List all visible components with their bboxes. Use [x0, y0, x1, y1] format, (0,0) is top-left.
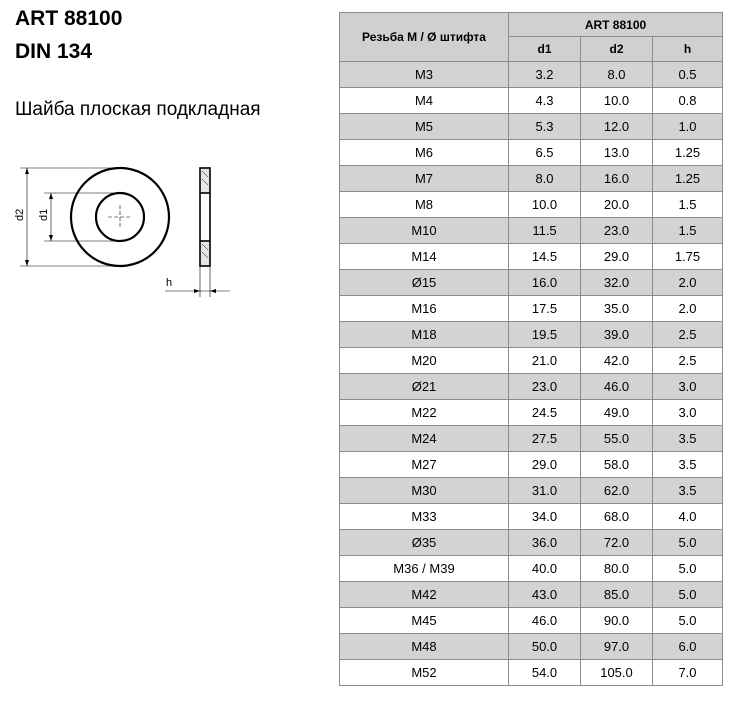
d1-cell: 43.0 [509, 582, 581, 608]
h-cell: 1.5 [653, 192, 723, 218]
h-cell: 4.0 [653, 504, 723, 530]
h-cell: 6.0 [653, 634, 723, 660]
h-cell: 2.5 [653, 348, 723, 374]
h-cell: 2.0 [653, 296, 723, 322]
thread-cell: M22 [340, 400, 509, 426]
d2-cell: 55.0 [581, 426, 653, 452]
d2-cell: 13.0 [581, 140, 653, 166]
d1-cell: 21.0 [509, 348, 581, 374]
d1-cell: 19.5 [509, 322, 581, 348]
d2-cell: 58.0 [581, 452, 653, 478]
d2-cell: 46.0 [581, 374, 653, 400]
table-row [340, 504, 723, 530]
table-row [340, 374, 723, 400]
table-row [340, 634, 723, 660]
d2-cell: 29.0 [581, 244, 653, 270]
thread-cell: Ø35 [340, 530, 509, 556]
d2-cell: 105.0 [581, 660, 653, 686]
thread-cell: M36 / M39 [340, 556, 509, 582]
thread-cell: M52 [340, 660, 509, 686]
h-cell: 1.75 [653, 244, 723, 270]
d2-cell: 12.0 [581, 114, 653, 140]
d1-cell: 54.0 [509, 660, 581, 686]
d1-cell: 36.0 [509, 530, 581, 556]
thread-cell: M14 [340, 244, 509, 270]
d1-cell: 4.3 [509, 88, 581, 114]
thread-cell: M18 [340, 322, 509, 348]
table-row [340, 166, 723, 192]
table-row [340, 270, 723, 296]
thread-cell: M27 [340, 452, 509, 478]
d2-cell: 90.0 [581, 608, 653, 634]
d1-cell: 5.3 [509, 114, 581, 140]
d1-column-header: d1 [509, 37, 581, 62]
table-row [340, 192, 723, 218]
h-cell: 5.0 [653, 582, 723, 608]
thread-cell: M48 [340, 634, 509, 660]
d1-cell: 8.0 [509, 166, 581, 192]
table-row [340, 608, 723, 634]
h-cell: 1.25 [653, 140, 723, 166]
h-cell: 5.0 [653, 530, 723, 556]
table-row [340, 62, 723, 88]
table-row [340, 140, 723, 166]
d1-cell: 34.0 [509, 504, 581, 530]
d1-cell: 14.5 [509, 244, 581, 270]
thread-cell: M7 [340, 166, 509, 192]
h-cell: 1.5 [653, 218, 723, 244]
h-cell: 5.0 [653, 608, 723, 634]
d1-cell: 27.5 [509, 426, 581, 452]
table-row [340, 88, 723, 114]
h-cell: 3.0 [653, 374, 723, 400]
table-row [340, 556, 723, 582]
d2-cell: 39.0 [581, 322, 653, 348]
h-cell: 1.0 [653, 114, 723, 140]
d1-label: d1 [38, 208, 50, 221]
table-row [340, 582, 723, 608]
d1-cell: 29.0 [509, 452, 581, 478]
d2-cell: 20.0 [581, 192, 653, 218]
table-row [340, 530, 723, 556]
group-header: ART 88100 [509, 13, 723, 37]
product-description: Шайба плоская подкладная [15, 99, 261, 120]
d2-label: d2 [14, 208, 26, 221]
h-cell: 0.8 [653, 88, 723, 114]
thread-cell: M30 [340, 478, 509, 504]
d1-cell: 24.5 [509, 400, 581, 426]
table-row [340, 322, 723, 348]
h-cell: 5.0 [653, 556, 723, 582]
h-cell: 2.5 [653, 322, 723, 348]
table-row [340, 452, 723, 478]
thread-cell: M6 [340, 140, 509, 166]
h-label: h [166, 277, 173, 289]
d2-cell: 16.0 [581, 166, 653, 192]
d2-cell: 42.0 [581, 348, 653, 374]
d1-cell: 31.0 [509, 478, 581, 504]
d2-cell: 32.0 [581, 270, 653, 296]
thread-cell: M24 [340, 426, 509, 452]
d1-cell: 40.0 [509, 556, 581, 582]
thread-cell: Ø21 [340, 374, 509, 400]
d2-column-header: d2 [581, 37, 653, 62]
table-row [340, 478, 723, 504]
h-cell: 7.0 [653, 660, 723, 686]
table-row [340, 218, 723, 244]
d2-cell: 62.0 [581, 478, 653, 504]
thread-cell: M5 [340, 114, 509, 140]
h-cell: 3.5 [653, 478, 723, 504]
d2-cell: 68.0 [581, 504, 653, 530]
d1-cell: 10.0 [509, 192, 581, 218]
standard-number: DIN 134 [15, 40, 93, 63]
d2-cell: 72.0 [581, 530, 653, 556]
d1-cell: 6.5 [509, 140, 581, 166]
d2-cell: 49.0 [581, 400, 653, 426]
d1-cell: 17.5 [509, 296, 581, 322]
h-cell: 3.5 [653, 426, 723, 452]
h-cell: 0.5 [653, 62, 723, 88]
thread-column-header: Резьба М / Ø штифта [340, 13, 509, 62]
thread-cell: M42 [340, 582, 509, 608]
d1-cell: 3.2 [509, 62, 581, 88]
thread-cell: M20 [340, 348, 509, 374]
table-row [340, 296, 723, 322]
table-row [340, 114, 723, 140]
d1-cell: 11.5 [509, 218, 581, 244]
table-row [340, 400, 723, 426]
table-row [340, 244, 723, 270]
h-cell: 3.5 [653, 452, 723, 478]
thread-cell: M45 [340, 608, 509, 634]
article-number: ART 88100 [15, 7, 123, 30]
thread-cell: M8 [340, 192, 509, 218]
d2-cell: 80.0 [581, 556, 653, 582]
thread-cell: M10 [340, 218, 509, 244]
thread-cell: Ø15 [340, 270, 509, 296]
d2-cell: 35.0 [581, 296, 653, 322]
d1-cell: 16.0 [509, 270, 581, 296]
d2-cell: 10.0 [581, 88, 653, 114]
h-column-header: h [653, 37, 723, 62]
d1-cell: 50.0 [509, 634, 581, 660]
d1-cell: 46.0 [509, 608, 581, 634]
washer-side-view [165, 168, 230, 297]
h-cell: 3.0 [653, 400, 723, 426]
table-row [340, 426, 723, 452]
washer-dimensions-table [339, 12, 723, 686]
d1-cell: 23.0 [509, 374, 581, 400]
washer-drawing [10, 155, 240, 305]
thread-cell: M33 [340, 504, 509, 530]
thread-cell: M16 [340, 296, 509, 322]
thread-cell: M3 [340, 62, 509, 88]
h-cell: 1.25 [653, 166, 723, 192]
table-row [340, 348, 723, 374]
d2-cell: 23.0 [581, 218, 653, 244]
d2-cell: 85.0 [581, 582, 653, 608]
thread-cell: M4 [340, 88, 509, 114]
d2-cell: 8.0 [581, 62, 653, 88]
h-cell: 2.0 [653, 270, 723, 296]
d2-cell: 97.0 [581, 634, 653, 660]
table-row [340, 660, 723, 686]
